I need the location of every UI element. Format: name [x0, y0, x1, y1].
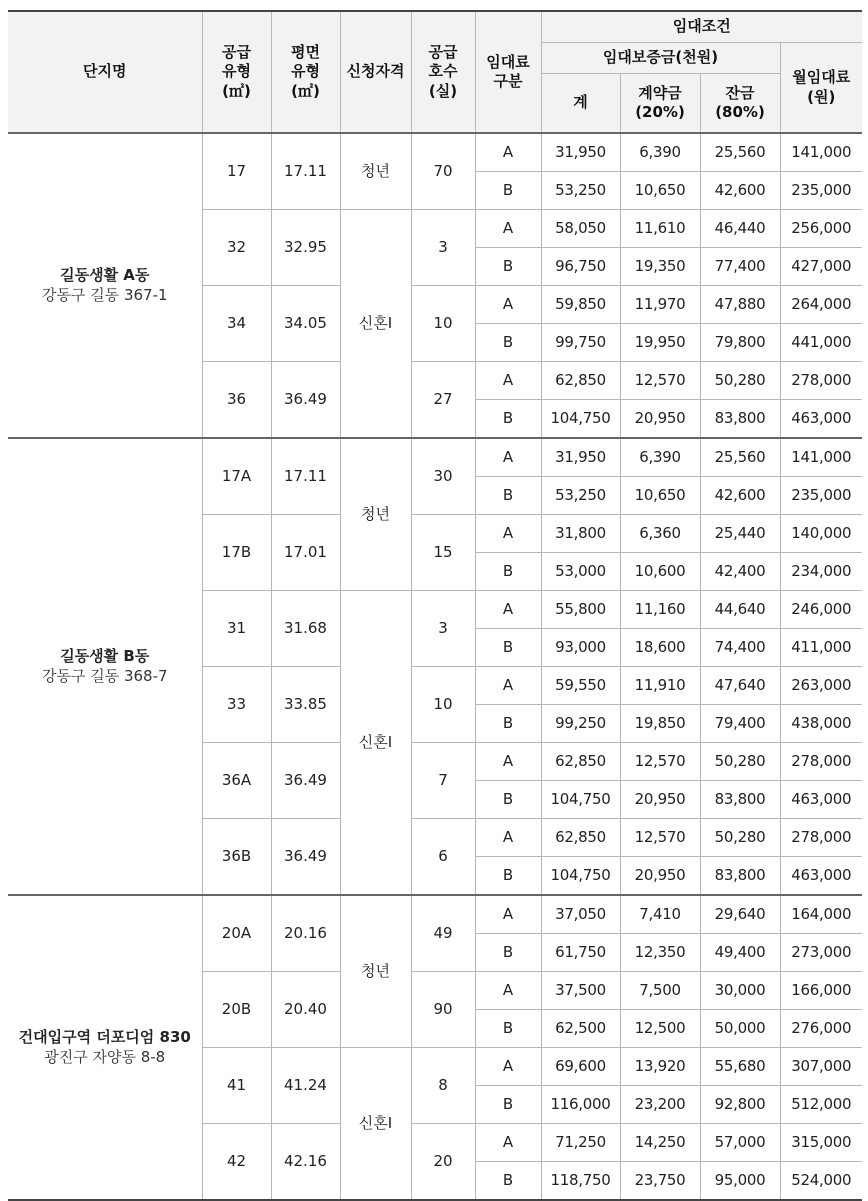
down-payment-cell: 11,160 [620, 591, 700, 629]
rent-type-cell: B [475, 781, 541, 819]
area-type-cell: 42.16 [271, 1124, 340, 1201]
supply-units-cell: 10 [411, 286, 475, 362]
deposit-total-cell: 31,950 [541, 438, 620, 477]
balance-cell: 83,800 [700, 400, 780, 439]
supply-type-cell: 36A [202, 743, 271, 819]
deposit-total-cell: 62,850 [541, 362, 620, 400]
supply-units-cell: 49 [411, 895, 475, 972]
deposit-total-cell: 62,850 [541, 743, 620, 781]
rent-type-cell: B [475, 934, 541, 972]
supply-type-cell: 32 [202, 210, 271, 286]
balance-cell: 42,600 [700, 172, 780, 210]
table-body [8, 133, 862, 1200]
area-type-cell: 32.95 [271, 210, 340, 286]
area-type-cell: 36.49 [271, 362, 340, 439]
down-payment-cell: 19,950 [620, 324, 700, 362]
monthly-rent-cell: 278,000 [780, 362, 862, 400]
balance-cell: 29,640 [700, 895, 780, 934]
rent-type-cell: B [475, 857, 541, 896]
balance-cell: 42,400 [700, 553, 780, 591]
table-row [8, 895, 862, 934]
down-payment-cell: 10,650 [620, 172, 700, 210]
complex-name: 건대입구역 더포디엄 830 [18, 1028, 191, 1046]
eligibility-cell: 신혼Ⅰ [340, 591, 411, 896]
rent-type-cell: A [475, 591, 541, 629]
down-payment-cell: 23,200 [620, 1086, 700, 1124]
eligibility-cell: 청년 [340, 133, 411, 210]
supply-type-cell: 17 [202, 133, 271, 210]
monthly-rent-cell: 235,000 [780, 172, 862, 210]
eligibility-cell: 신혼Ⅰ [340, 210, 411, 439]
supply-type-cell: 36 [202, 362, 271, 439]
deposit-total-cell: 104,750 [541, 400, 620, 439]
balance-cell: 79,400 [700, 705, 780, 743]
monthly-rent-cell: 315,000 [780, 1124, 862, 1162]
monthly-rent-cell: 235,000 [780, 477, 862, 515]
rent-type-cell: B [475, 400, 541, 439]
table-row [8, 438, 862, 477]
area-type-cell: 33.85 [271, 667, 340, 743]
header-lease-terms: 임대조건 [541, 11, 862, 43]
complex-name: 길동생활 B동 [60, 647, 150, 665]
balance-cell: 83,800 [700, 857, 780, 896]
header-supply-type: 공급 유형 (㎡) [202, 11, 271, 133]
monthly-rent-cell: 276,000 [780, 1010, 862, 1048]
deposit-total-cell: 55,800 [541, 591, 620, 629]
deposit-total-cell: 53,250 [541, 172, 620, 210]
rent-type-cell: B [475, 477, 541, 515]
down-payment-cell: 14,250 [620, 1124, 700, 1162]
header-deposit-total: 계 [541, 74, 620, 134]
deposit-total-cell: 59,550 [541, 667, 620, 705]
down-payment-cell: 19,350 [620, 248, 700, 286]
deposit-total-cell: 31,950 [541, 133, 620, 172]
balance-cell: 50,280 [700, 819, 780, 857]
deposit-total-cell: 99,250 [541, 705, 620, 743]
eligibility-cell: 청년 [340, 895, 411, 1048]
monthly-rent-cell: 264,000 [780, 286, 862, 324]
deposit-total-cell: 31,800 [541, 515, 620, 553]
header-complex-name: 단지명 [8, 11, 202, 133]
deposit-total-cell: 116,000 [541, 1086, 620, 1124]
rent-type-cell: A [475, 1124, 541, 1162]
balance-cell: 30,000 [700, 972, 780, 1010]
balance-cell: 79,800 [700, 324, 780, 362]
rent-type-cell: A [475, 667, 541, 705]
deposit-total-cell: 53,000 [541, 553, 620, 591]
supply-type-cell: 33 [202, 667, 271, 743]
down-payment-cell: 20,950 [620, 400, 700, 439]
header-balance: 잔금 (80%) [700, 74, 780, 134]
supply-units-cell: 70 [411, 133, 475, 210]
area-type-cell: 41.24 [271, 1048, 340, 1124]
deposit-total-cell: 62,500 [541, 1010, 620, 1048]
deposit-total-cell: 96,750 [541, 248, 620, 286]
monthly-rent-cell: 307,000 [780, 1048, 862, 1086]
down-payment-cell: 12,570 [620, 819, 700, 857]
supply-units-cell: 20 [411, 1124, 475, 1201]
rent-type-cell: B [475, 1086, 541, 1124]
monthly-rent-cell: 463,000 [780, 781, 862, 819]
balance-cell: 47,640 [700, 667, 780, 705]
down-payment-cell: 7,500 [620, 972, 700, 1010]
supply-units-cell: 3 [411, 210, 475, 286]
supply-type-cell: 42 [202, 1124, 271, 1201]
deposit-total-cell: 69,600 [541, 1048, 620, 1086]
header-supply-units: 공급 호수 (실) [411, 11, 475, 133]
down-payment-cell: 12,570 [620, 362, 700, 400]
supply-units-cell: 6 [411, 819, 475, 896]
monthly-rent-cell: 278,000 [780, 819, 862, 857]
monthly-rent-cell: 234,000 [780, 553, 862, 591]
deposit-total-cell: 62,850 [541, 819, 620, 857]
balance-cell: 92,800 [700, 1086, 780, 1124]
balance-cell: 50,000 [700, 1010, 780, 1048]
complex-address: 강동구 길동 368-7 [41, 666, 168, 685]
rent-type-cell: A [475, 1048, 541, 1086]
deposit-total-cell: 93,000 [541, 629, 620, 667]
monthly-rent-cell: 164,000 [780, 895, 862, 934]
supply-units-cell: 27 [411, 362, 475, 439]
down-payment-cell: 20,950 [620, 781, 700, 819]
rent-type-cell: A [475, 286, 541, 324]
rent-type-cell: B [475, 324, 541, 362]
deposit-total-cell: 118,750 [541, 1162, 620, 1201]
area-type-cell: 17.01 [271, 515, 340, 591]
down-payment-cell: 6,390 [620, 438, 700, 477]
balance-cell: 83,800 [700, 781, 780, 819]
complex-name-cell [8, 133, 202, 438]
lease-table-container [8, 10, 862, 1201]
monthly-rent-cell: 463,000 [780, 400, 862, 439]
supply-units-cell: 90 [411, 972, 475, 1048]
complex-name: 길동생활 A동 [60, 266, 150, 284]
deposit-total-cell: 58,050 [541, 210, 620, 248]
balance-cell: 95,000 [700, 1162, 780, 1201]
balance-cell: 25,560 [700, 438, 780, 477]
monthly-rent-cell: 166,000 [780, 972, 862, 1010]
deposit-total-cell: 104,750 [541, 781, 620, 819]
down-payment-cell: 10,650 [620, 477, 700, 515]
table-row [8, 133, 862, 172]
rent-type-cell: A [475, 210, 541, 248]
rent-type-cell: A [475, 438, 541, 477]
monthly-rent-cell: 441,000 [780, 324, 862, 362]
balance-cell: 55,680 [700, 1048, 780, 1086]
complex-address: 광진구 자양동 8-8 [44, 1047, 166, 1066]
monthly-rent-cell: 438,000 [780, 705, 862, 743]
down-payment-cell: 12,500 [620, 1010, 700, 1048]
balance-cell: 74,400 [700, 629, 780, 667]
down-payment-cell: 11,610 [620, 210, 700, 248]
balance-cell: 50,280 [700, 743, 780, 781]
monthly-rent-cell: 524,000 [780, 1162, 862, 1201]
deposit-total-cell: 37,050 [541, 895, 620, 934]
supply-type-cell: 20B [202, 972, 271, 1048]
complex-name-cell [8, 438, 202, 895]
supply-type-cell: 36B [202, 819, 271, 896]
area-type-cell: 36.49 [271, 743, 340, 819]
balance-cell: 50,280 [700, 362, 780, 400]
balance-cell: 77,400 [700, 248, 780, 286]
area-type-cell: 17.11 [271, 438, 340, 515]
lease-conditions-table [8, 10, 862, 1201]
monthly-rent-cell: 140,000 [780, 515, 862, 553]
monthly-rent-cell: 141,000 [780, 438, 862, 477]
rent-type-cell: A [475, 362, 541, 400]
complex-address: 강동구 길동 367-1 [41, 285, 168, 304]
table-header [8, 11, 862, 133]
supply-type-cell: 31 [202, 591, 271, 667]
monthly-rent-cell: 263,000 [780, 667, 862, 705]
monthly-rent-cell: 512,000 [780, 1086, 862, 1124]
down-payment-cell: 6,360 [620, 515, 700, 553]
area-type-cell: 20.40 [271, 972, 340, 1048]
eligibility-cell: 청년 [340, 438, 411, 591]
monthly-rent-cell: 273,000 [780, 934, 862, 972]
supply-type-cell: 34 [202, 286, 271, 362]
balance-cell: 44,640 [700, 591, 780, 629]
down-payment-cell: 12,350 [620, 934, 700, 972]
area-type-cell: 36.49 [271, 819, 340, 896]
monthly-rent-cell: 411,000 [780, 629, 862, 667]
rent-type-cell: B [475, 1010, 541, 1048]
supply-type-cell: 17B [202, 515, 271, 591]
monthly-rent-cell: 427,000 [780, 248, 862, 286]
complex-name-cell [8, 895, 202, 1200]
rent-type-cell: A [475, 819, 541, 857]
monthly-rent-cell: 256,000 [780, 210, 862, 248]
monthly-rent-cell: 141,000 [780, 133, 862, 172]
down-payment-cell: 6,390 [620, 133, 700, 172]
rent-type-cell: B [475, 172, 541, 210]
area-type-cell: 31.68 [271, 591, 340, 667]
rent-type-cell: B [475, 1162, 541, 1201]
down-payment-cell: 11,970 [620, 286, 700, 324]
rent-type-cell: A [475, 515, 541, 553]
header-deposit-group: 임대보증금(천원) [541, 43, 780, 74]
supply-units-cell: 8 [411, 1048, 475, 1124]
monthly-rent-cell: 278,000 [780, 743, 862, 781]
deposit-total-cell: 59,850 [541, 286, 620, 324]
balance-cell: 47,880 [700, 286, 780, 324]
header-area-type: 평면 유형 (㎡) [271, 11, 340, 133]
monthly-rent-cell: 463,000 [780, 857, 862, 896]
monthly-rent-cell: 246,000 [780, 591, 862, 629]
rent-type-cell: B [475, 553, 541, 591]
supply-type-cell: 41 [202, 1048, 271, 1124]
rent-type-cell: B [475, 629, 541, 667]
header-down-payment: 계약금 (20%) [620, 74, 700, 134]
balance-cell: 49,400 [700, 934, 780, 972]
supply-type-cell: 17A [202, 438, 271, 515]
supply-units-cell: 10 [411, 667, 475, 743]
deposit-total-cell: 104,750 [541, 857, 620, 896]
area-type-cell: 34.05 [271, 286, 340, 362]
supply-units-cell: 30 [411, 438, 475, 515]
down-payment-cell: 23,750 [620, 1162, 700, 1201]
supply-type-cell: 20A [202, 895, 271, 972]
down-payment-cell: 11,910 [620, 667, 700, 705]
down-payment-cell: 12,570 [620, 743, 700, 781]
rent-type-cell: A [475, 743, 541, 781]
supply-units-cell: 7 [411, 743, 475, 819]
area-type-cell: 17.11 [271, 133, 340, 210]
deposit-total-cell: 71,250 [541, 1124, 620, 1162]
eligibility-cell: 신혼Ⅰ [340, 1048, 411, 1201]
rent-type-cell: A [475, 133, 541, 172]
down-payment-cell: 19,850 [620, 705, 700, 743]
down-payment-cell: 13,920 [620, 1048, 700, 1086]
balance-cell: 57,000 [700, 1124, 780, 1162]
deposit-total-cell: 99,750 [541, 324, 620, 362]
down-payment-cell: 20,950 [620, 857, 700, 896]
header-eligibility: 신청자격 [340, 11, 411, 133]
deposit-total-cell: 53,250 [541, 477, 620, 515]
rent-type-cell: B [475, 705, 541, 743]
balance-cell: 46,440 [700, 210, 780, 248]
deposit-total-cell: 61,750 [541, 934, 620, 972]
down-payment-cell: 18,600 [620, 629, 700, 667]
header-rent-type: 임대료 구분 [475, 11, 541, 133]
supply-units-cell: 3 [411, 591, 475, 667]
supply-units-cell: 15 [411, 515, 475, 591]
down-payment-cell: 7,410 [620, 895, 700, 934]
deposit-total-cell: 37,500 [541, 972, 620, 1010]
down-payment-cell: 10,600 [620, 553, 700, 591]
area-type-cell: 20.16 [271, 895, 340, 972]
rent-type-cell: A [475, 972, 541, 1010]
rent-type-cell: B [475, 248, 541, 286]
balance-cell: 25,440 [700, 515, 780, 553]
balance-cell: 42,600 [700, 477, 780, 515]
balance-cell: 25,560 [700, 133, 780, 172]
rent-type-cell: A [475, 895, 541, 934]
header-monthly-rent: 월임대료 (원) [780, 43, 862, 134]
